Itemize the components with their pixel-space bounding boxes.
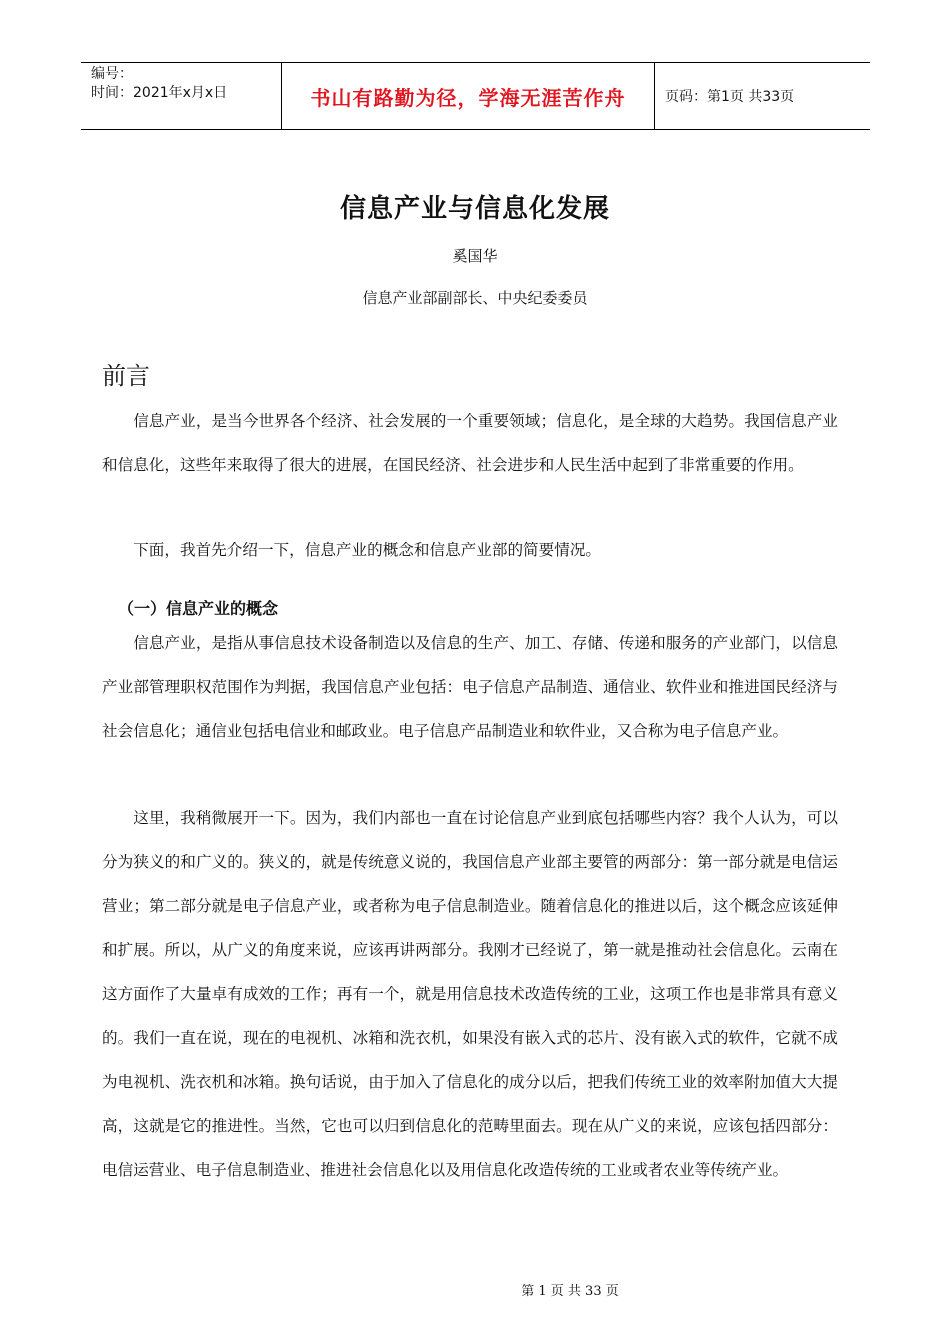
header-page-cell — [655, 63, 870, 129]
header-number-label: 编号： — [91, 66, 133, 82]
document-affiliation: 信息产业部副部长、中央纪委委员 — [362, 289, 588, 307]
section-heading: （一）信息产业的概念 — [118, 599, 279, 618]
header-motto-cell — [282, 63, 655, 129]
paragraph: 信息产业，是指从事信息技术设备制造以及信息的生产、加工、存储、传递和服务的产业部门，以信息产业部管理职权范围作为判据，我国信息产业包括：电子信息产品制造、通信业、软件业和推进国民经济与社会信息化；通信业包括电信业和邮政业。电子信息产品制造业和软件业，又合称为电子信息产业。 — [102, 634, 838, 740]
document-author: 奚国华 — [452, 247, 498, 265]
preface-heading: 前言 — [102, 362, 150, 390]
paragraph: 信息产业，是当今世界各个经济、社会发展的一个重要领域；信息化，是全球的大趋势。我国信息产业和信息化，这些年来取得了很大的进展，在国民经济、社会进步和人民生活中起到了非常重要的作用。 — [102, 412, 838, 474]
document-title: 信息产业与信息化发展 — [339, 194, 610, 224]
header-meta-cell — [81, 63, 282, 129]
paragraph: 这里，我稍微展开一下。因为，我们内部也一直在讨论信息产业到底包括哪些内容？我个人认为，可以分为狭义的和广义的。狭义的，就是传统意义说的，我国信息产业部主要管的两部分：第一部分就是电信运营业；第二部分就是电子信息产业，或者称为电子信息制造业。随着信息化的推进以后，这个概念应该延伸和扩展。所以，从广义的角度来说，应该再讲两部分。我刚才已经说了，第一就是推动社会信息化。云南在这方面作了大量卓有成效的工作；再有一个，就是用信息技术改造传统的工业，这项工作也是非常具有意义的。我们一直在说，现在的电视机、冰箱和洗衣机，如果没有嵌入式的芯片、没有嵌入式的软件，它就不成为电视机、洗衣机和冰箱。换句话说，由于加入了信息化的成分以后，把我们传统工业的效率附加值大大提高，这就是它的推进性。当然，它也可以归到信息化的范畴里面去。现在从广义的来说，应该包括四部分：电信运营业、电子信息制造业、推进社会信息化以及用信息化改造传统的工业或者农业等传统产业。 — [102, 809, 838, 1179]
document-header-table — [81, 62, 870, 130]
header-page-label: 页码：第1页 共33页 — [665, 89, 795, 105]
header-motto: 书山有路勤为径，学海无涯苦作舟 — [310, 85, 626, 110]
paragraph: 下面，我首先介绍一下，信息产业的概念和信息产业部的简要情况。 — [133, 541, 602, 559]
page-footer: 第 1 页 共 33 页 — [521, 1284, 619, 1299]
header-time-label: 时间：2021年x月x日 — [91, 85, 228, 101]
